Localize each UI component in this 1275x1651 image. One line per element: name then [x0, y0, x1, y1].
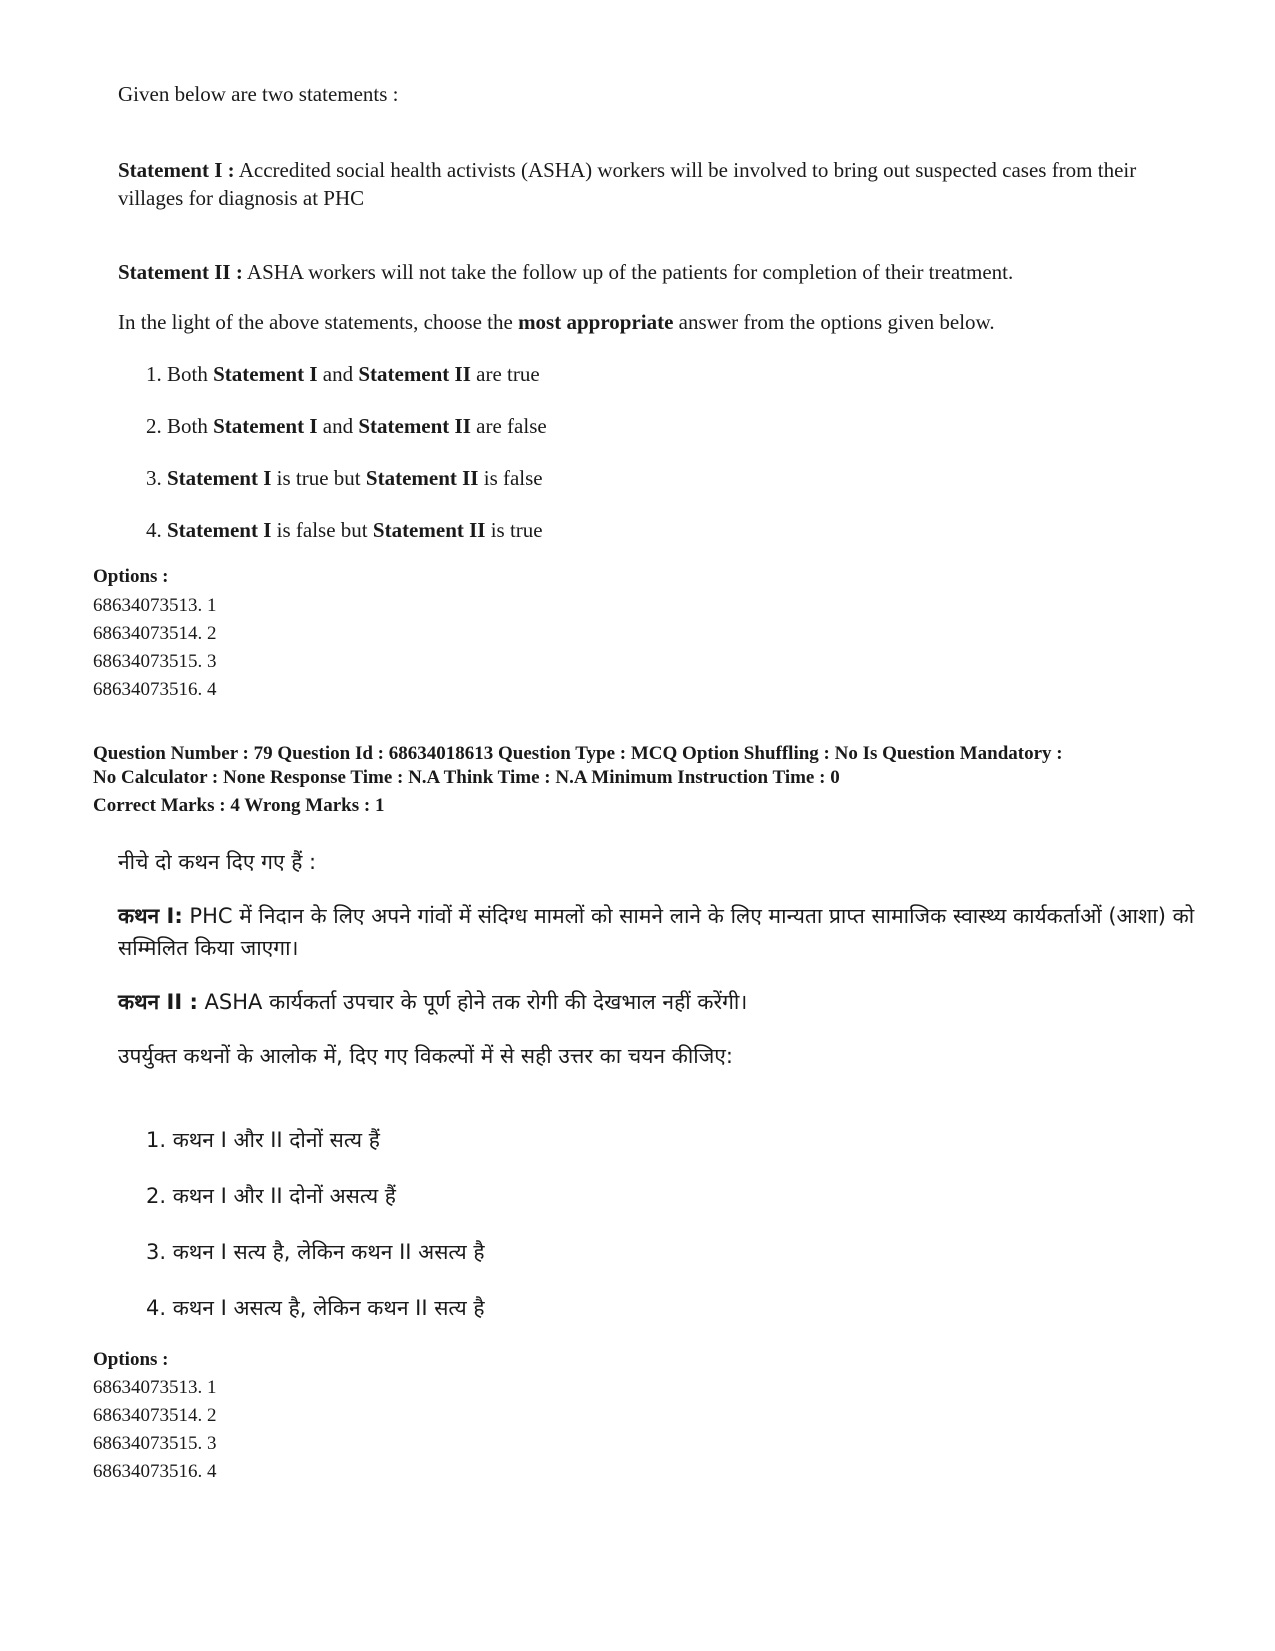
question-meta-line-2: No Calculator : None Response Time : N.A Think Time : N.A Minimum Instruction Time : 0 [93, 767, 840, 788]
english-intro: Given below are two statements : [118, 82, 399, 106]
option-id-2-3: 68634073515. 3 [93, 1433, 217, 1454]
hindi-instruction: उपर्युक्त कथनों के आलोक में, दिए गए विकल्पों में से सही उत्तर का चयन कीजिए: [118, 1044, 733, 1068]
question-meta-line-1: Question Number : 79 Question Id : 68634018613 Question Type : MCQ Option Shuffling : No Is Question Mandatory : [93, 743, 1063, 764]
statement-1-label: Statement I : [118, 158, 235, 182]
option-id-2: 68634073514. 2 [93, 623, 217, 644]
hindi-statement-1-label: कथन I: [118, 904, 183, 928]
instruction-pre: In the light of the above statements, choose the [118, 310, 519, 334]
hindi-option-4: 4. कथन I असत्य है, लेकिन कथन II सत्य है [146, 1296, 485, 1320]
statement-1-text: Accredited social health activists (ASHA) workers will be involved to bring out suspected cases from their villages for diagnosis at PHC [118, 158, 1137, 210]
hindi-statement-1 [118, 900, 1198, 964]
option-id-2-4: 68634073516. 4 [93, 1461, 217, 1482]
english-statement-2 [118, 258, 1198, 286]
option-id-2-1: 68634073513. 1 [93, 1377, 217, 1398]
hindi-statement-2-label: कथन II : [118, 990, 198, 1014]
question-meta [93, 742, 1203, 818]
options-label: Options : [93, 566, 169, 587]
hindi-statement-2-text: ASHA कार्यकर्ता उपचार के पूर्ण होने तक रोगी की देखभाल नहीं करेंगी। [197, 990, 748, 1014]
hindi-option-1: 1. कथन I और II दोनों सत्य हैं [146, 1128, 380, 1152]
option-id-2-2: 68634073514. 2 [93, 1405, 217, 1426]
english-option-2: 2. Both Statement I and Statement II are false [146, 414, 547, 438]
english-option-3: 3. Statement I is true but Statement II is false [146, 466, 543, 490]
option-id-3: 68634073515. 3 [93, 651, 217, 672]
question-marks: Correct Marks : 4 Wrong Marks : 1 [93, 795, 385, 816]
english-option-1: 1. Both Statement I and Statement II are true [146, 362, 540, 386]
hindi-option-3: 3. कथन I सत्य है, लेकिन कथन II असत्य है [146, 1240, 485, 1264]
english-statement-1 [118, 156, 1198, 212]
statement-2-text: ASHA workers will not take the follow up of the patients for completion of their treatment. [242, 260, 1014, 284]
hindi-statement-2 [118, 986, 1198, 1018]
instruction-post: answer from the options given below. [673, 310, 995, 334]
hindi-intro: नीचे दो कथन दिए गए हैं : [118, 850, 317, 874]
english-instruction [118, 308, 1198, 336]
hindi-option-2: 2. कथन I और II दोनों असत्य हैं [146, 1184, 396, 1208]
english-option-4: 4. Statement I is false but Statement II is true [146, 518, 543, 542]
options-label-2: Options : [93, 1349, 169, 1370]
hindi-statement-1-text: PHC में निदान के लिए अपने गांवों में संदिग्ध मामलों को सामने लाने के लिए मान्यता प्राप्त सामाजिक स्वास्थ्य कार्यकर्ताओं (आशा) को सम्मिलित किया जाएगा। [118, 904, 1195, 960]
option-id-1: 68634073513. 1 [93, 595, 217, 616]
statement-2-label: Statement II : [118, 260, 243, 284]
instruction-bold: most appropriate [518, 310, 674, 334]
option-id-4: 68634073516. 4 [93, 679, 217, 700]
